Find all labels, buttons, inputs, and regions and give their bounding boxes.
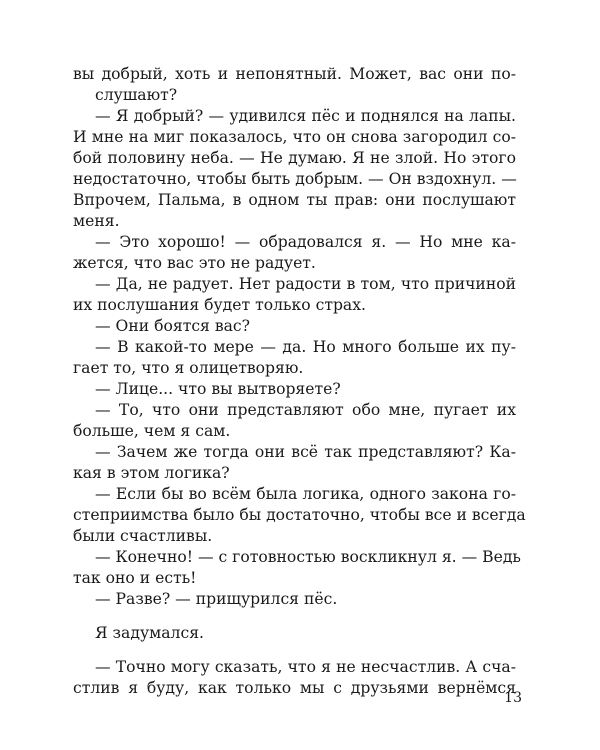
text-line: Я задумался. — [95, 624, 204, 642]
text-line: — Зачем же тогда они всё так представляют? Ка- — [95, 443, 516, 461]
text-line: — В какой-то мере — да. Но много больше их пу- — [95, 338, 516, 356]
text-line: были счастливы. — [73, 527, 213, 545]
text-line: И мне на миг показалось, что он снова загородил со- — [73, 128, 516, 146]
paragraph-gap — [73, 610, 516, 623]
text-line: степриимства было бы достаточно, чтобы все и всегда — [73, 506, 526, 524]
text-line: — Они боятся вас? — [95, 317, 251, 335]
text-line: — Это хорошо! — обрадовался я. — Но мне ка- — [95, 233, 516, 251]
text-line: жется, что вас это не радует. — [73, 254, 316, 272]
text-line: так оно и есть! — [73, 569, 197, 587]
text-line: — Я добрый? — удивился пёс и поднялся на лапы. — [95, 107, 516, 125]
text-line: — Точно могу сказать, что я не несчастлив. А сча- — [95, 658, 516, 676]
page-number: 13 — [504, 690, 522, 706]
text-line: их послушания будет только страх. — [73, 296, 366, 314]
text-line: вы добрый, хоть и непонятный. Может, вас они по- — [73, 65, 516, 83]
text-line: гает то, что я олицетворяю. — [73, 359, 304, 377]
text-line: бой половину неба. — Не думаю. Я не злой. Но этого — [73, 149, 516, 167]
text-line: — Лице... что вы вытворяете? — [95, 380, 341, 398]
text-line: — То, что они представляют обо мне, пугает их — [95, 401, 516, 419]
text-line: недостаточно, чтобы быть добрым. — Он вздохнул. — — [73, 170, 517, 188]
text-line: — Если бы во всём была логика, одного закона го- — [95, 485, 516, 503]
text-line: — Разве? — прищурился пёс. — [95, 590, 338, 608]
paragraph-gap — [73, 644, 516, 657]
text-line: больше, чем я сам. — [73, 422, 231, 440]
text-line: — Конечно! — с готовностью воскликнул я. — Ведь — [95, 548, 521, 566]
text-line: Впрочем, Пальма, в одном ты прав: они послушают — [73, 191, 516, 209]
text-line: стлив я буду, как только мы с друзьями вернёмся — [73, 679, 516, 697]
text-line: меня. — [73, 212, 120, 230]
text-line: слушают? — [95, 86, 178, 104]
text-line: кая в этом логика? — [73, 464, 230, 482]
text-line: — Да, не радует. Нет радости в том, что причиной — [95, 275, 516, 293]
